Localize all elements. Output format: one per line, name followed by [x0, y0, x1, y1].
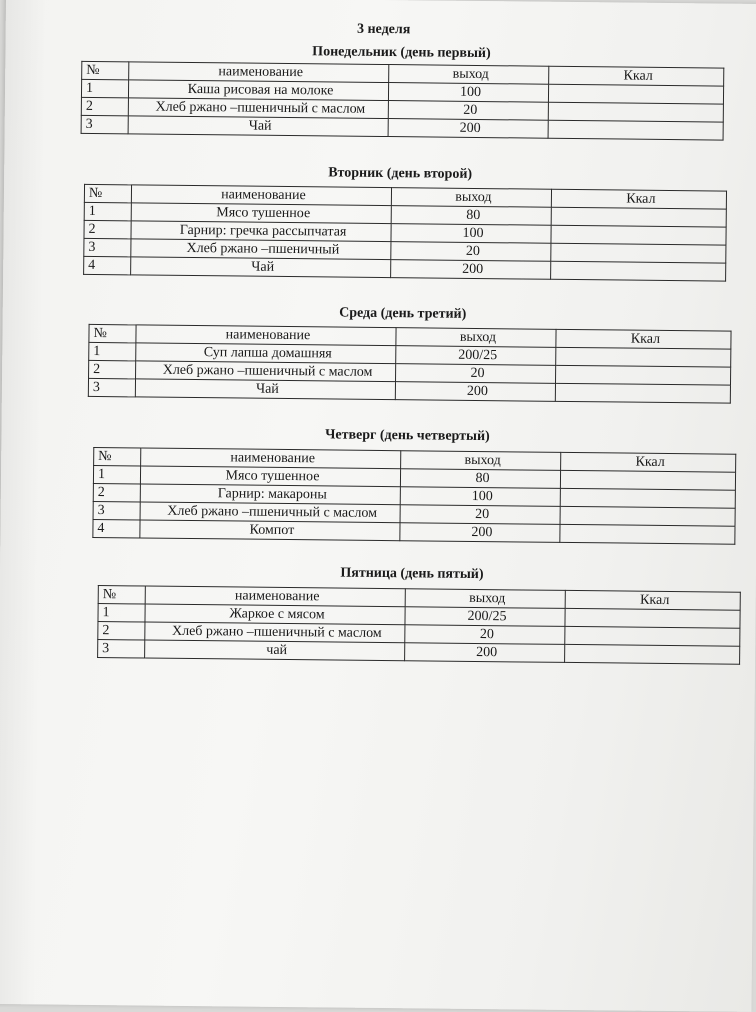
cell-num: 3 [84, 238, 131, 256]
day-title-monday: Понедельник (день первый) [312, 44, 491, 62]
cell-kcal [565, 608, 740, 628]
cell-kcal [551, 243, 726, 263]
cell-output: 200 [388, 119, 548, 139]
menu-table-monday [81, 61, 725, 141]
cell-num: 1 [81, 79, 128, 97]
header-name: наименование [131, 185, 391, 206]
cell-kcal [551, 225, 726, 245]
cell-output: 200 [391, 260, 551, 280]
cell-num: 1 [98, 604, 145, 622]
cell-name: Мясо тушенное [131, 203, 391, 224]
cell-output: 80 [391, 206, 551, 226]
menu-table-thursday [92, 447, 736, 545]
header-kcal: Ккал [549, 66, 724, 86]
cell-output: 20 [405, 625, 565, 645]
cell-output: 20 [400, 505, 560, 525]
cell-output: 200/25 [396, 346, 556, 366]
cell-output: 200 [405, 643, 565, 663]
header-num: № [89, 324, 136, 342]
cell-output: 100 [400, 487, 560, 507]
cell-name: Хлеб ржано –пшеничный с маслом [145, 622, 405, 643]
cell-num: 3 [88, 378, 135, 396]
header-name: наименование [141, 448, 401, 469]
day-title-friday: Пятница (день пятый) [340, 565, 484, 583]
header-output: выход [401, 451, 561, 471]
cell-name: Мясо тушенное [140, 466, 400, 487]
cell-name: Чай [131, 257, 391, 278]
day-title-wednesday: Среда (день третий) [339, 305, 467, 322]
menu-table-tuesday [83, 184, 727, 282]
header-name: наименование [145, 586, 405, 607]
cell-kcal [548, 102, 723, 122]
cell-output: 200 [395, 382, 555, 402]
cell-kcal [565, 644, 740, 664]
cell-num: 4 [93, 519, 140, 537]
cell-num: 1 [93, 465, 140, 483]
cell-output: 20 [391, 242, 551, 262]
cell-name: Жаркое с мясом [145, 604, 405, 625]
cell-output: 100 [391, 224, 551, 244]
cell-kcal [560, 506, 735, 526]
header-kcal: Ккал [561, 452, 736, 472]
cell-num: 1 [89, 342, 136, 360]
cell-output: 80 [400, 469, 560, 489]
cell-kcal [556, 347, 731, 367]
header-num: № [98, 586, 145, 604]
header-name: наименование [129, 62, 389, 83]
cell-num: 2 [98, 622, 145, 640]
cell-output: 100 [388, 83, 548, 103]
header-num: № [94, 447, 141, 465]
cell-output: 200 [400, 523, 560, 543]
menu-table-wednesday [88, 324, 732, 404]
week-title: 3 неделя [356, 21, 411, 38]
header-name: наименование [136, 325, 396, 346]
cell-kcal [560, 524, 735, 544]
menu-table-friday [97, 585, 741, 665]
cell-name: Хлеб ржано –пшеничный с маслом [128, 98, 388, 119]
cell-name: Гарнир: гречка рассыпчатая [131, 221, 391, 242]
cell-num: 4 [84, 256, 131, 274]
cell-output: 20 [388, 101, 548, 121]
day-title-tuesday: Вторник (день второй) [328, 165, 473, 182]
cell-output: 20 [396, 364, 556, 384]
cell-name: Хлеб ржано –пшеничный [131, 239, 391, 260]
cell-kcal [565, 626, 740, 646]
cell-name: Чай [128, 116, 388, 137]
cell-name: Хлеб ржано –пшеничный с маслом [140, 502, 400, 523]
cell-name: Гарнир: макароны [140, 484, 400, 505]
header-kcal: Ккал [551, 189, 726, 209]
header-num: № [84, 184, 131, 202]
paper-shadow [0, 0, 46, 1004]
cell-num: 2 [93, 483, 140, 501]
header-kcal: Ккал [556, 329, 731, 349]
cell-kcal [551, 261, 726, 281]
cell-kcal [548, 120, 723, 140]
cell-num: 2 [84, 220, 131, 238]
cell-num: 3 [93, 501, 140, 519]
cell-kcal [548, 84, 723, 104]
cell-name: Чай [135, 379, 395, 400]
cell-kcal [555, 383, 730, 403]
cell-output: 200/25 [405, 607, 565, 627]
cell-name: Суп лапша домашняя [136, 343, 396, 364]
cell-name: Хлеб ржано –пшеничный с маслом [136, 361, 396, 382]
header-num: № [82, 61, 129, 79]
cell-kcal [555, 365, 730, 385]
cell-kcal [560, 488, 735, 508]
header-output: выход [389, 65, 549, 85]
cell-num: 2 [89, 360, 136, 378]
day-title-thursday: Четверг (день четвертый) [325, 427, 490, 445]
header-output: выход [391, 188, 551, 208]
header-output: выход [396, 328, 556, 348]
header-kcal: Ккал [565, 590, 740, 610]
cell-name: Каша рисовая на молоке [128, 80, 388, 101]
cell-num: 3 [98, 640, 145, 658]
cell-num: 3 [81, 115, 128, 133]
cell-kcal [551, 207, 726, 227]
cell-name: Компот [140, 520, 400, 541]
header-output: выход [405, 589, 565, 609]
cell-name: чай [145, 640, 405, 661]
cell-num: 1 [84, 202, 131, 220]
cell-num: 2 [81, 97, 128, 115]
cell-kcal [560, 470, 735, 490]
